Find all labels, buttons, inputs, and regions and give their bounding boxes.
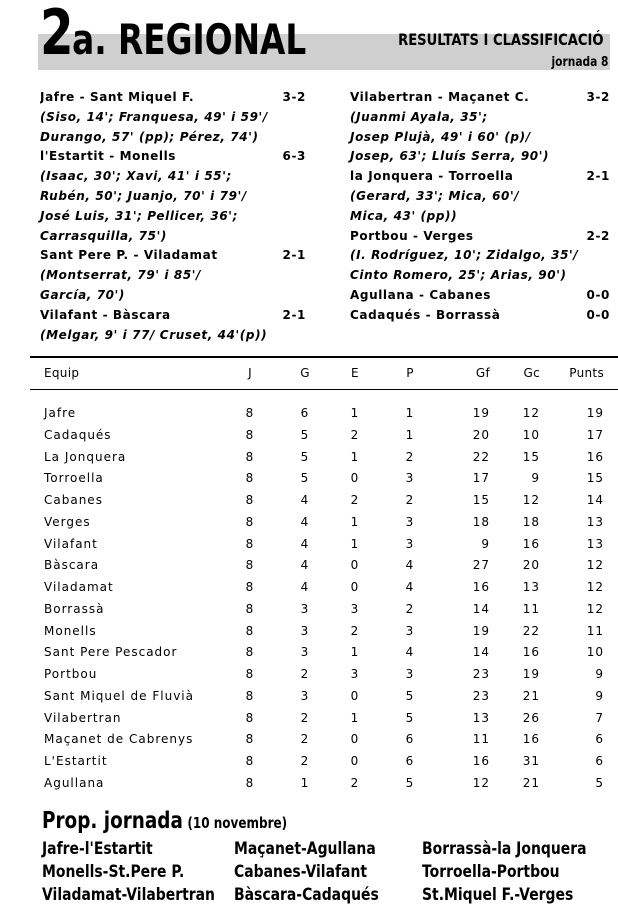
- cell-e: 0: [350, 688, 360, 703]
- table-row: [0, 580, 618, 600]
- cell-pts: 12: [586, 558, 604, 573]
- cell-team: Maçanet de Cabrenys: [44, 732, 194, 747]
- cell-e: 1: [350, 514, 360, 529]
- scorers-line: Durango, 57' (pp); Pérez, 74'): [40, 129, 259, 144]
- cell-gf: 17: [472, 471, 490, 486]
- scorers-line: Mica, 43' (pp)): [350, 208, 458, 223]
- next-round-title: [42, 808, 287, 834]
- table-row: [0, 537, 618, 557]
- fixture: Monells-St.Pere P.: [42, 862, 185, 882]
- cell-j: 8: [245, 406, 255, 420]
- cell-j: 8: [245, 645, 255, 660]
- cell-p: 2: [405, 601, 415, 616]
- cell-pts: 19: [586, 406, 604, 420]
- cell-e: 0: [350, 580, 360, 594]
- cell-gf: 13: [472, 710, 490, 725]
- scorers-line: (Melgar, 9' i 77/ Cruset, 44'(p)): [40, 327, 268, 342]
- results-right-column: [350, 88, 614, 326]
- cell-team: Vilafant: [44, 536, 98, 551]
- cell-pts: 11: [586, 623, 604, 638]
- cell-p: 4: [405, 558, 415, 573]
- cell-j: 8: [245, 667, 255, 681]
- cell-pts: 10: [586, 645, 604, 660]
- page-title: [40, 2, 306, 71]
- cell-pts: 6: [595, 732, 604, 747]
- cell-gc: 16: [522, 732, 540, 747]
- table-row: [0, 667, 618, 687]
- cell-gc: 12: [522, 493, 540, 507]
- cell-j: 8: [245, 623, 255, 638]
- cell-e: 0: [350, 558, 360, 573]
- cell-g: 2: [300, 710, 310, 725]
- cell-pts: 5: [595, 775, 604, 790]
- cell-j: 8: [245, 558, 255, 573]
- scorers-line: (Gerard, 33'; Mica, 60'/: [350, 188, 520, 203]
- cell-team: Vilabertran: [44, 710, 122, 725]
- match-line: [40, 246, 310, 266]
- cell-p: 1: [405, 406, 415, 420]
- cell-j: 8: [245, 449, 255, 464]
- scorers-line: José Luis, 31'; Pellicer, 36';: [40, 208, 238, 223]
- cell-p: 3: [405, 623, 415, 638]
- cell-gc: 13: [522, 580, 540, 594]
- cell-j: 8: [245, 754, 255, 768]
- cell-g: 5: [300, 449, 310, 464]
- match-teams: Cadaqués - Borrassà: [350, 307, 501, 322]
- table-row: [0, 776, 618, 796]
- cell-p: 4: [405, 645, 415, 660]
- scorers-line: (Montserrat, 79' i 85'/: [40, 268, 202, 283]
- cell-p: 2: [405, 449, 415, 464]
- cell-j: 8: [245, 427, 255, 442]
- header-pts: Punts: [569, 366, 604, 380]
- cell-gc: 9: [531, 471, 540, 486]
- table-row: [0, 624, 618, 644]
- cell-gc: 22: [522, 623, 540, 638]
- cell-p: 6: [405, 754, 415, 768]
- scorers-line: (Juanmi Ayala, 35';: [350, 109, 488, 124]
- cell-gf: 23: [472, 667, 490, 681]
- match-score: 3-2: [282, 90, 306, 104]
- cell-team: Sant Miquel de Fluvià: [44, 688, 194, 703]
- cell-p: 5: [405, 710, 415, 725]
- table-row: [0, 558, 618, 578]
- cell-team: Sant Pere Pescador: [44, 645, 178, 660]
- cell-gf: 20: [472, 427, 490, 442]
- cell-e: 2: [350, 623, 360, 638]
- cell-g: 6: [300, 406, 310, 420]
- cell-team: Agullana: [44, 775, 105, 790]
- scorers-line: Cinto Romero, 25'; Arias, 90'): [350, 268, 567, 283]
- cell-pts: 14: [586, 493, 604, 507]
- cell-g: 2: [300, 732, 310, 747]
- fixtures-column-2: [234, 838, 379, 907]
- cell-gc: 16: [522, 645, 540, 660]
- match-teams: l'Estartit - Monells: [40, 149, 177, 164]
- cell-gf: 16: [472, 580, 490, 594]
- table-row: [0, 645, 618, 665]
- scorers-line: (Siso, 14'; Franquesa, 49' i 59'/: [40, 109, 268, 124]
- cell-team: Torroella: [44, 471, 104, 486]
- cell-j: 8: [245, 601, 255, 616]
- cell-gf: 14: [472, 601, 490, 616]
- cell-p: 5: [405, 688, 415, 703]
- cell-team: Verges: [44, 514, 91, 529]
- fixture: St.Miquel F.-Verges: [422, 885, 574, 905]
- next-round-date: (10 novembre): [187, 814, 288, 832]
- table-header-row: [0, 366, 618, 386]
- match-score: 0-0: [586, 307, 610, 322]
- cell-e: 1: [350, 645, 360, 660]
- cell-gf: 9: [481, 536, 490, 551]
- fixture: Bàscara-Cadaqués: [234, 885, 379, 905]
- cell-pts: 12: [586, 601, 604, 616]
- table-row: [0, 450, 618, 470]
- scorers-line: (Isaac, 30'; Xavi, 41' i 55';: [40, 169, 232, 184]
- cell-g: 4: [300, 514, 310, 529]
- cell-g: 4: [300, 558, 310, 573]
- cell-gc: 10: [522, 427, 540, 442]
- header-p: P: [406, 366, 414, 380]
- cell-gc: 20: [522, 558, 540, 573]
- cell-team: Borrassà: [44, 601, 105, 616]
- table-row: [0, 754, 618, 774]
- match-line: [40, 306, 310, 326]
- match-score: 2-2: [586, 228, 610, 243]
- cell-pts: 6: [595, 754, 604, 768]
- cell-pts: 9: [595, 688, 604, 703]
- cell-g: 5: [300, 427, 310, 442]
- match-line: [40, 147, 310, 167]
- match-line: [350, 286, 614, 306]
- cell-g: 2: [300, 667, 310, 681]
- header-e: E: [351, 366, 359, 380]
- match-teams: Vilafant - Bàscara: [40, 307, 171, 322]
- cell-p: 4: [405, 580, 415, 594]
- scorers-line: (I. Rodríguez, 10'; Zidalgo, 35'/: [350, 248, 579, 263]
- cell-e: 1: [350, 406, 360, 420]
- table-row: [0, 406, 618, 426]
- cell-gf: 14: [472, 645, 490, 660]
- cell-gc: 21: [522, 688, 540, 703]
- cell-pts: 15: [586, 471, 604, 486]
- fixtures-column-1: [42, 838, 215, 907]
- match-line: [350, 88, 614, 108]
- cell-e: 2: [350, 775, 360, 790]
- cell-gf: 11: [472, 732, 490, 747]
- cell-g: 3: [300, 688, 310, 703]
- scorers-line: Rubén, 50'; Juanjo, 70' i 79'/: [40, 188, 247, 203]
- match-teams: Vilabertran - Maçanet C.: [350, 90, 530, 104]
- cell-gf: 12: [472, 775, 490, 790]
- cell-gf: 23: [472, 688, 490, 703]
- next-round-label: Prop. jornada: [42, 808, 183, 834]
- cell-j: 8: [245, 688, 255, 703]
- cell-g: 4: [300, 536, 310, 551]
- cell-pts: 16: [586, 449, 604, 464]
- table-row: [0, 515, 618, 535]
- cell-e: 2: [350, 493, 360, 507]
- header-team: Equip: [44, 366, 80, 380]
- title-text: a. REGIONAL: [72, 15, 307, 64]
- cell-g: 5: [300, 471, 310, 486]
- header-gf: Gf: [475, 366, 490, 380]
- cell-team: Viladamat: [44, 580, 114, 594]
- cell-team: Cadaqués: [44, 427, 112, 442]
- cell-p: 2: [405, 493, 415, 507]
- cell-e: 0: [350, 471, 360, 486]
- cell-pts: 9: [595, 667, 604, 681]
- cell-team: La Jonquera: [44, 449, 127, 464]
- cell-g: 3: [300, 645, 310, 660]
- cell-g: 2: [300, 754, 310, 768]
- header-gc: Gc: [523, 366, 540, 380]
- cell-gc: 15: [522, 449, 540, 464]
- fixture: Viladamat-Vilabertran: [42, 885, 215, 905]
- results-left-column: [40, 88, 310, 345]
- match-line: [350, 167, 614, 187]
- table-row: [0, 689, 618, 709]
- cell-gf: 18: [472, 514, 490, 529]
- cell-gc: 18: [522, 514, 540, 529]
- match-teams: la Jonquera - Torroella: [350, 169, 514, 184]
- match-line: [40, 88, 310, 108]
- cell-j: 8: [245, 580, 255, 594]
- cell-j: 8: [245, 471, 255, 486]
- cell-team: Jafre: [44, 406, 77, 420]
- cell-gc: 31: [522, 754, 540, 768]
- cell-pts: 12: [586, 580, 604, 594]
- cell-j: 8: [245, 775, 255, 790]
- cell-g: 3: [300, 623, 310, 638]
- cell-gc: 26: [522, 710, 540, 725]
- scorers-line: García, 70'): [40, 287, 125, 302]
- header-g: G: [300, 366, 310, 380]
- match-score: 2-1: [282, 307, 306, 322]
- cell-j: 8: [245, 514, 255, 529]
- cell-e: 3: [350, 667, 360, 681]
- cell-e: 1: [350, 536, 360, 551]
- fixture: Maçanet-Agullana: [234, 839, 376, 859]
- cell-gf: 27: [472, 558, 490, 573]
- cell-p: 3: [405, 667, 415, 681]
- match-teams: Jafre - Sant Miquel F.: [40, 90, 195, 104]
- fixture: Torroella-Portbou: [422, 862, 560, 882]
- title-number: 2: [40, 0, 73, 69]
- cell-e: 0: [350, 754, 360, 768]
- match-score: 0-0: [586, 287, 610, 302]
- match-score: 2-1: [282, 248, 306, 263]
- cell-e: 0: [350, 732, 360, 747]
- cell-gc: 11: [522, 601, 540, 616]
- table-row: [0, 493, 618, 513]
- cell-p: 3: [405, 471, 415, 486]
- table-row: [0, 428, 618, 448]
- cell-g: 4: [300, 493, 310, 507]
- fixture: Jafre-l'Estartit: [42, 839, 153, 859]
- header-j: J: [248, 366, 252, 380]
- cell-e: 1: [350, 710, 360, 725]
- cell-gc: 19: [522, 667, 540, 681]
- match-score: 2-1: [586, 169, 610, 184]
- cell-pts: 7: [595, 710, 604, 725]
- cell-p: 3: [405, 514, 415, 529]
- fixture: Borrassà-la Jonquera: [422, 839, 587, 859]
- table-row: [0, 711, 618, 731]
- fixtures-column-3: [422, 838, 587, 907]
- section-divider: [30, 356, 618, 358]
- cell-p: 5: [405, 775, 415, 790]
- cell-e: 1: [350, 449, 360, 464]
- cell-pts: 17: [586, 427, 604, 442]
- cell-gf: 16: [472, 754, 490, 768]
- match-teams: Agullana - Cabanes: [350, 287, 491, 302]
- scorers-line: Josep, 63'; Lluís Serra, 90'): [350, 149, 550, 164]
- table-row: [0, 471, 618, 491]
- cell-p: 3: [405, 536, 415, 551]
- cell-g: 4: [300, 580, 310, 594]
- cell-team: Cabanes: [44, 493, 103, 507]
- cell-team: Monells: [44, 623, 97, 638]
- cell-gc: 16: [522, 536, 540, 551]
- scorers-line: Carrasquilla, 75'): [40, 228, 167, 243]
- cell-p: 6: [405, 732, 415, 747]
- match-score: 3-2: [586, 90, 610, 104]
- cell-g: 3: [300, 601, 310, 616]
- page-subtitle: RESULTATS I CLASSIFICACIÓ: [398, 30, 604, 49]
- match-teams: Sant Pere P. - Viladamat: [40, 248, 218, 263]
- cell-team: Bàscara: [44, 558, 100, 573]
- cell-j: 8: [245, 536, 255, 551]
- cell-pts: 13: [586, 536, 604, 551]
- match-line: [350, 306, 614, 326]
- jornada-label: jornada 8: [551, 55, 608, 70]
- cell-gf: 15: [472, 493, 490, 507]
- cell-j: 8: [245, 493, 255, 507]
- match-teams: Portbou - Verges: [350, 228, 474, 243]
- cell-j: 8: [245, 710, 255, 725]
- cell-j: 8: [245, 732, 255, 747]
- cell-gf: 22: [472, 449, 490, 464]
- table-header-line: [30, 389, 618, 390]
- cell-e: 2: [350, 427, 360, 442]
- cell-team: L'Estartit: [44, 754, 108, 768]
- match-score: 6-3: [282, 149, 306, 164]
- cell-p: 1: [405, 427, 415, 442]
- fixture: Cabanes-Vilafant: [234, 862, 368, 882]
- cell-gc: 12: [522, 406, 540, 420]
- cell-g: 1: [300, 775, 310, 790]
- cell-pts: 13: [586, 514, 604, 529]
- cell-e: 3: [350, 601, 360, 616]
- scorers-line: Josep Plujà, 49' i 60' (p)/: [350, 129, 531, 144]
- cell-gc: 21: [522, 775, 540, 790]
- table-row: [0, 602, 618, 622]
- cell-gf: 19: [472, 623, 490, 638]
- table-row: [0, 732, 618, 752]
- cell-gf: 19: [472, 406, 490, 420]
- cell-team: Portbou: [44, 667, 98, 681]
- match-line: [350, 227, 614, 247]
